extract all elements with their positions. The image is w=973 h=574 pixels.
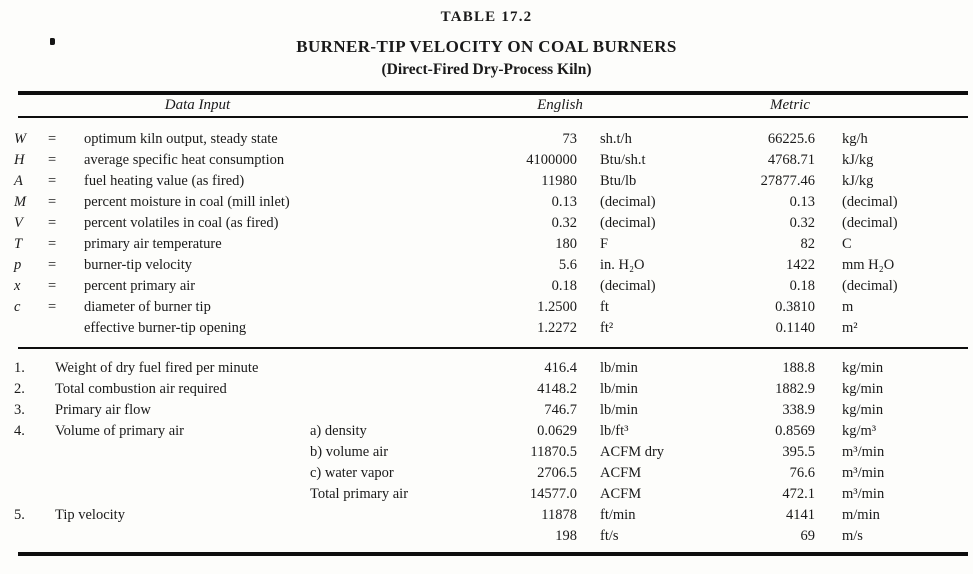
result-label: Weight of dry fuel fired per minute [55,360,259,376]
english-value: 11878 [541,507,577,523]
result-label: Tip velocity [55,507,125,523]
metric-value: 4768.71 [767,152,815,168]
bottom-rule [18,552,968,556]
input-label: fuel heating value (as fired) [84,173,245,189]
metric-value: 472.1 [782,486,815,502]
result-number: 1. [14,360,25,376]
column-header-english: English [537,97,583,113]
metric-unit: m/min [842,507,880,523]
english-value: 746.7 [544,402,577,418]
english-value: 180 [555,236,577,252]
english-value: 4100000 [526,152,577,168]
equals-sign: = [48,236,57,252]
table-row [0,129,973,150]
result-label: Total combustion air required [55,381,227,397]
metric-unit: kg/min [842,402,884,418]
table-subtitle: (Direct-Fired Dry-Process Kiln) [381,61,592,78]
top-rule [18,91,968,95]
input-symbol: A [14,173,23,189]
input-label: percent primary air [84,278,196,294]
metric-value: 4141 [786,507,815,523]
metric-unit: m³/min [842,486,885,502]
table-row [0,213,973,234]
table-row [0,484,973,505]
result-number: 4. [14,423,25,439]
input-label: primary air temperature [84,236,222,252]
metric-value: 338.9 [782,402,815,418]
english-unit: Btu/sh.t [600,152,646,168]
english-value: 11980 [541,173,577,189]
english-value: 73 [562,131,577,147]
english-value: 5.6 [558,257,577,273]
table-row [0,234,973,255]
table-row [0,255,973,276]
english-unit: lb/min [600,402,638,418]
english-unit: ft/min [600,507,636,523]
equals-sign: = [48,278,57,294]
metric-unit: mm H₂O [842,257,895,273]
metric-value: 0.3810 [775,299,815,315]
input-label: optimum kiln output, steady state [84,131,278,147]
metric-value: 66225.6 [767,131,815,147]
metric-value: 0.18 [789,278,815,294]
input-label: diameter of burner tip [84,299,211,315]
equals-sign: = [48,152,57,168]
english-unit: (decimal) [600,278,656,294]
english-unit: ft/s [600,528,619,544]
english-unit: in. H₂O [600,257,645,273]
english-value: 2706.5 [537,465,577,481]
metric-value: 0.8569 [775,423,815,439]
english-unit: lb/min [600,360,638,376]
metric-value: 76.6 [789,465,815,481]
table-number: TABLE 17.2 [440,9,533,25]
metric-value: 82 [800,236,815,252]
result-number: 3. [14,402,25,418]
english-value: 416.4 [544,360,577,376]
metric-unit: kJ/kg [842,152,874,168]
data-input-section [0,129,973,339]
input-symbol: W [14,131,27,147]
table-row [0,379,973,400]
result-label: Volume of primary air [55,423,184,439]
input-symbol: T [14,236,23,252]
metric-value: 188.8 [782,360,815,376]
english-value: 0.18 [551,278,577,294]
english-value: 0.0629 [537,423,577,439]
result-sublabel: b) volume air [310,444,389,460]
english-value: 1.2272 [537,320,577,336]
english-unit: ACFM [600,465,642,481]
result-sublabel: Total primary air [310,486,409,502]
table-row [0,526,973,547]
input-symbol: H [14,152,25,168]
input-symbol: x [14,278,21,294]
metric-unit: kg/min [842,381,884,397]
metric-value: 0.32 [789,215,815,231]
result-label: Primary air flow [55,402,151,418]
metric-unit: m³/min [842,465,885,481]
result-sublabel: a) density [310,423,367,439]
metric-unit: kg/m³ [842,423,877,439]
english-unit: (decimal) [600,215,656,231]
results-section [0,358,973,547]
result-number: 5. [14,507,25,523]
table-row [0,442,973,463]
result-sublabel: c) water vapor [310,465,394,481]
input-symbol: V [14,215,23,231]
table-row [0,318,973,339]
table-row [0,400,973,421]
metric-unit: kg/h [842,131,868,147]
english-unit: ACFM dry [600,444,665,460]
input-label: average specific heat consumption [84,152,285,168]
metric-unit: C [842,236,852,252]
metric-unit: (decimal) [842,215,898,231]
english-unit: lb/min [600,381,638,397]
english-value: 198 [555,528,577,544]
metric-unit: m² [842,320,858,336]
english-unit: Btu/lb [600,173,637,189]
english-unit: lb/ft³ [600,423,629,439]
table-title: BURNER-TIP VELOCITY ON COAL BURNERS [296,37,677,56]
input-label: burner-tip velocity [84,257,193,273]
metric-value: 395.5 [782,444,815,460]
english-unit: (decimal) [600,194,656,210]
english-unit: sh.t/h [600,131,632,147]
english-value: 0.32 [551,215,577,231]
input-symbol: c [14,299,21,315]
equals-sign: = [48,215,57,231]
table-row [0,358,973,379]
english-value: 0.13 [551,194,577,210]
table-row [0,505,973,526]
english-value: 11870.5 [530,444,577,460]
equals-sign: = [48,173,57,189]
english-value: 14577.0 [529,486,577,502]
header-underline-rule [18,116,968,118]
metric-unit: m³/min [842,444,885,460]
table-row [0,171,973,192]
metric-value: 1422 [786,257,815,273]
table-row [0,276,973,297]
equals-sign: = [48,131,57,147]
english-unit: ft [600,299,609,315]
section-divider-rule [18,347,968,349]
table-row [0,150,973,171]
english-unit: ft² [600,320,614,336]
table-row [0,421,973,442]
metric-value: 0.13 [789,194,815,210]
column-header-metric: Metric [770,97,810,113]
table-row [0,297,973,318]
english-value: 1.2500 [537,299,577,315]
metric-unit: m [842,299,854,315]
input-symbol: M [14,194,27,210]
metric-value: 1882.9 [775,381,815,397]
metric-unit: (decimal) [842,194,898,210]
metric-value: 0.1140 [775,320,815,336]
equals-sign: = [48,299,57,315]
column-header-data-input: Data Input [164,97,231,113]
input-label: effective burner-tip opening [84,320,247,336]
equals-sign: = [48,194,57,210]
english-unit: F [600,236,609,252]
english-value: 4148.2 [537,381,577,397]
input-label: percent volatiles in coal (as fired) [84,215,279,231]
english-unit: ACFM [600,486,642,502]
metric-unit: (decimal) [842,278,898,294]
result-number: 2. [14,381,25,397]
input-label: percent moisture in coal (mill inlet) [84,194,290,210]
metric-unit: m/s [842,528,863,544]
metric-unit: kg/min [842,360,884,376]
metric-value: 27877.46 [760,173,815,189]
metric-value: 69 [800,528,815,544]
table-row [0,463,973,484]
metric-unit: kJ/kg [842,173,874,189]
input-symbol: p [14,257,22,273]
equals-sign: = [48,257,57,273]
table-row [0,192,973,213]
